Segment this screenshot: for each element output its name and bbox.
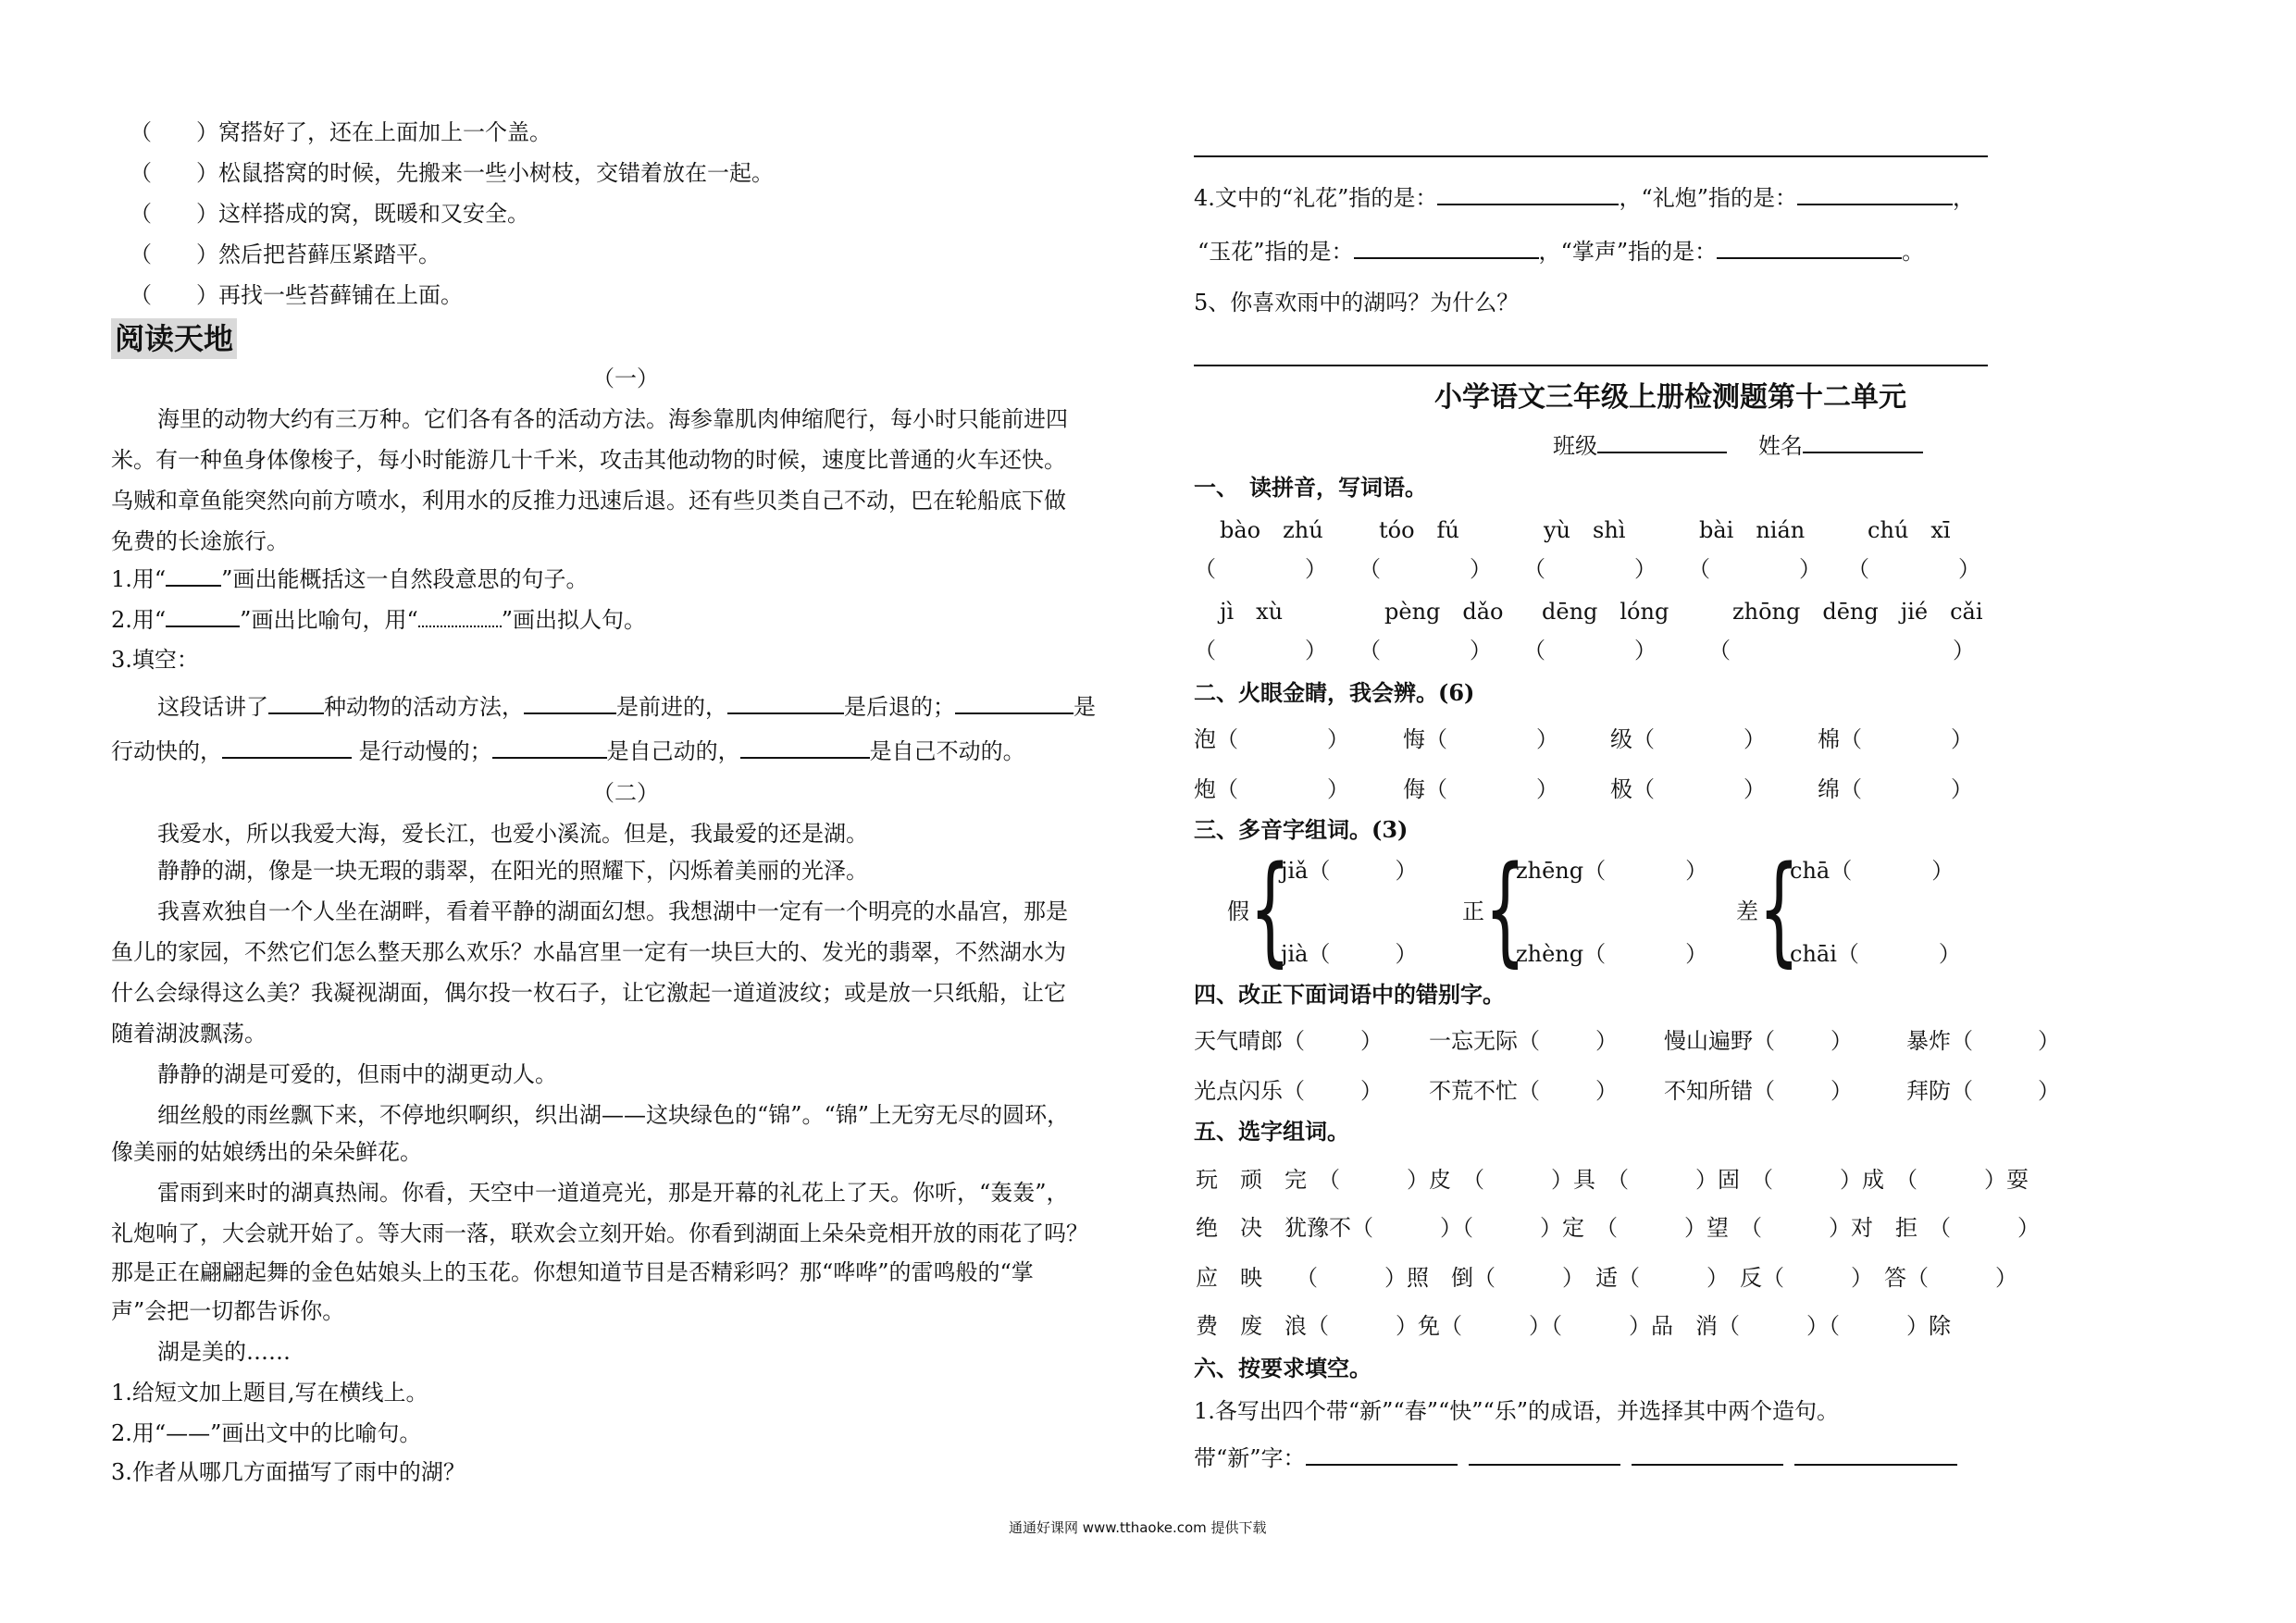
word-choice-row: 玩 顽 完 （ ）皮 （ ）具 （ ）固 （ ）成 （ ）耍 [1196, 1167, 2029, 1193]
polyphone-reading: zhèng（ ） [1516, 941, 1708, 967]
answer-paren[interactable]: （ ） [1688, 556, 1821, 582]
char-item: 绵（ ） [1818, 776, 1973, 802]
answer-paren[interactable]: （ ） [1523, 638, 1657, 663]
order-item: （ ）这样搭成的窝，既暖和又安全。 [130, 201, 529, 227]
passage2-line: 随着湖波飘荡。 [111, 1021, 267, 1047]
char-item: 泡（ ） [1194, 726, 1349, 752]
answer-paren[interactable]: （ ） [1194, 556, 1327, 582]
brace-icon: { [1484, 841, 1526, 979]
word-choice-row: 费 废 浪（ ）免（ ）（ ）品 消（ ）（ ）除 [1196, 1313, 1951, 1339]
polyphone-char: 假 [1227, 898, 1249, 924]
pinyin: jì xù [1220, 599, 1284, 625]
section-1-title: 一、 读拼音，写词语。 [1194, 474, 1427, 501]
correction-item: 一忘无际（ ） [1429, 1028, 1618, 1054]
polyphone-reading: chā（ ） [1790, 858, 1955, 884]
polyphone-reading: zhēng（ ） [1516, 858, 1708, 884]
passage1-line: 米。有一种鱼身体像梭子，每小时能游几十千米，攻击其他动物的时候，速度比普通的火车还快。 [111, 447, 1066, 473]
polyphone-char: 正 [1462, 898, 1484, 924]
passage2-line: 什么会绿得这么美？我凝视湖面，偶尔投一枚石子，让它激起一道道波纹；或是放一只纸船，让它 [111, 980, 1066, 1006]
passage2-line: 声”会把一切都告诉你。 [111, 1298, 345, 1324]
answer-paren[interactable]: （ ） [1359, 638, 1492, 663]
char-item: 炮（ ） [1194, 776, 1349, 802]
section-2-title: 二、火眼金睛，我会辨。(6) [1194, 679, 1475, 706]
order-item: （ ）松鼠搭窝的时候，先搬来一些小树枝，交错着放在一起。 [130, 160, 774, 186]
char-item: 悔（ ） [1403, 726, 1558, 752]
correction-item: 不荒不忙（ ） [1429, 1078, 1618, 1104]
pinyin: yù shì [1544, 517, 1626, 543]
brace-icon: { [1249, 841, 1291, 979]
section-title: 阅读天地 [111, 318, 237, 359]
q4-line-2: “玉花”指的是： ，“掌声”指的是： 。 [1198, 235, 1924, 267]
char-item: 级（ ） [1610, 726, 1766, 752]
s6-xin-line: 带“新”字： [1194, 1442, 1957, 1474]
passage2-line: 细丝般的雨丝飘下来，不停地织啊织，织出湖——这块绿色的“锦”。“锦”上无穷无尽的圆环， [157, 1102, 1070, 1128]
char-item: 棉（ ） [1818, 726, 1973, 752]
polyphone-reading: jià（ ） [1281, 941, 1418, 967]
correction-item: 光点闪乐（ ） [1194, 1078, 1383, 1104]
pinyin: pèng dǎo [1384, 599, 1504, 625]
passage2-line: 湖是美的…… [157, 1339, 291, 1365]
p1-fill-line-1: 这段话讲了 种动物的活动方法， 是前进的， 是后退的； 是 [157, 690, 1096, 723]
passage1-line: 乌贼和章鱼能突然向前方喷水，利用水的反推力迅速后退。还有些贝类自己不动，巴在轮船底下做 [111, 488, 1066, 514]
passage2-line: 那是正在翩翩起舞的金色姑娘头上的玉花。你想知道节目是否精彩吗？那“哗哗”的雷鸣般的“掌 [111, 1259, 1034, 1285]
q4-line-1: 4.文中的“礼花”指的是： ，“礼炮”指的是： ， [1194, 181, 1975, 214]
p1-question-1: 1.用“ ”画出能概括这一自然段意思的句子。 [111, 563, 588, 595]
answer-paren[interactable]: （ ） [1847, 556, 1980, 582]
word-choice-row: 绝 决 犹豫不（ ）（ ）定 （ ）望 （ ）对 拒 （ ） [1196, 1215, 2040, 1241]
answer-paren-wide[interactable]: （ ） [1708, 638, 1975, 663]
passage2-line: 像美丽的姑娘绣出的朵朵鲜花。 [111, 1139, 422, 1165]
char-item: 极（ ） [1610, 776, 1766, 802]
section-6-title: 六、按要求填空。 [1194, 1355, 1371, 1381]
p1-question-3: 3.填空： [111, 647, 199, 673]
polyphone-reading: jiǎ（ ） [1281, 858, 1418, 884]
answer-paren[interactable]: （ ） [1194, 638, 1327, 663]
passage1-line: 免费的长途旅行。 [111, 528, 289, 554]
pinyin: bào zhú [1220, 517, 1323, 543]
passage2-line: 我爱水，所以我爱大海，爱长江，也爱小溪流。但是，我最爱的还是湖。 [157, 821, 868, 847]
passage2-line: 静静的湖是可爱的，但雨中的湖更动人。 [157, 1061, 557, 1087]
passage2-heading: （二） [592, 780, 659, 806]
p2-question: 1.给短文加上题目,写在横线上。 [111, 1380, 428, 1406]
order-item: （ ）窝搭好了，还在上面加上一个盖。 [130, 119, 552, 145]
section-4-title: 四、改正下面词语中的错别字。 [1194, 981, 1505, 1008]
correction-item: 不知所错（ ） [1664, 1078, 1853, 1104]
polyphone-reading: chāi（ ） [1790, 941, 1961, 967]
passage1-line: 海里的动物大约有三万种。它们各有各的活动方法。海参靠肌肉伸缩爬行，每小时只能前进四 [157, 406, 1068, 432]
passage2-line: 静静的湖，像是一块无瑕的翡翠，在阳光的照耀下，闪烁着美丽的光泽。 [157, 858, 868, 884]
p1-fill-line-2: 行动快的， 是行动慢的； 是自己动的， 是自己不动的。 [111, 735, 1025, 767]
passage2-line: 雷雨到来时的湖真热闹。你看，天空中一道道亮光，那是开幕的礼花上了天。你听，“轰轰”， [157, 1180, 1069, 1206]
section-3-title: 三、多音字组词。(3) [1194, 816, 1409, 843]
word-choice-row: 应 映 （ ）照 倒（ ） 适（ ） 反（ ） 答（ ） [1196, 1265, 2017, 1291]
exam-title: 小学语文三年级上册检测题第十二单元 [1434, 381, 1906, 414]
section-5-title: 五、选字组词。 [1194, 1118, 1349, 1145]
answer-paren[interactable]: （ ） [1359, 556, 1492, 582]
answer-paren[interactable]: （ ） [1523, 556, 1657, 582]
pinyin: tóo fú [1379, 517, 1459, 543]
p2-question: 3.作者从哪几方面描写了雨中的湖？ [111, 1459, 465, 1485]
correction-item: 暴炸（ ） [1906, 1028, 2060, 1054]
pinyin: bài nián [1699, 517, 1806, 543]
correction-item: 慢山遍野（ ） [1664, 1028, 1853, 1054]
s6-question-1: 1.各写出四个带“新”“春”“快”“乐”的成语，并选择其中两个造句。 [1194, 1398, 1840, 1424]
passage2-line: 礼炮响了，大会就开始了。等大雨一落，联欢会立刻开始。你看到湖面上朵朵竞相开放的雨花了吗？ [111, 1220, 1088, 1246]
passage1-heading: （一） [592, 365, 659, 391]
correction-item: 天气晴郎（ ） [1194, 1028, 1383, 1054]
p1-question-2: 2.用“ ”画出比喻句，用“ ”画出拟人句。 [111, 603, 646, 636]
page-footer: 通通好课网 www.tthaoke.com 提供下载 [1009, 1519, 1267, 1536]
answer-line [1194, 155, 1988, 157]
pinyin: dēng lóng [1542, 599, 1669, 625]
brace-icon: { [1758, 841, 1800, 979]
q5: 5、你喜欢雨中的湖吗？为什么？ [1194, 290, 1520, 316]
order-item: （ ）然后把苔藓压紧踏平。 [130, 242, 441, 267]
pinyin: chú xī [1868, 517, 1951, 543]
pinyin: zhōng dēng jié cǎi [1732, 599, 1983, 625]
correction-item: 拜防（ ） [1906, 1078, 2060, 1104]
char-item: 侮（ ） [1403, 776, 1558, 802]
polyphone-char: 差 [1736, 898, 1758, 924]
student-info: 班级 姓名 [1553, 429, 1923, 462]
answer-line [1194, 365, 1988, 366]
passage2-line: 我喜欢独自一个人坐在湖畔，看着平静的湖面幻想。我想湖中一定有一个明亮的水晶宫，那是 [157, 898, 1068, 924]
p2-question: 2.用“——”画出文中的比喻句。 [111, 1420, 422, 1446]
order-item: （ ）再找一些苔藓铺在上面。 [130, 282, 463, 308]
passage2-line: 鱼儿的家园，不然它们怎么整天那么欢乐？水晶宫里一定有一块巨大的、发光的翡翠，不然湖水为 [111, 939, 1066, 965]
